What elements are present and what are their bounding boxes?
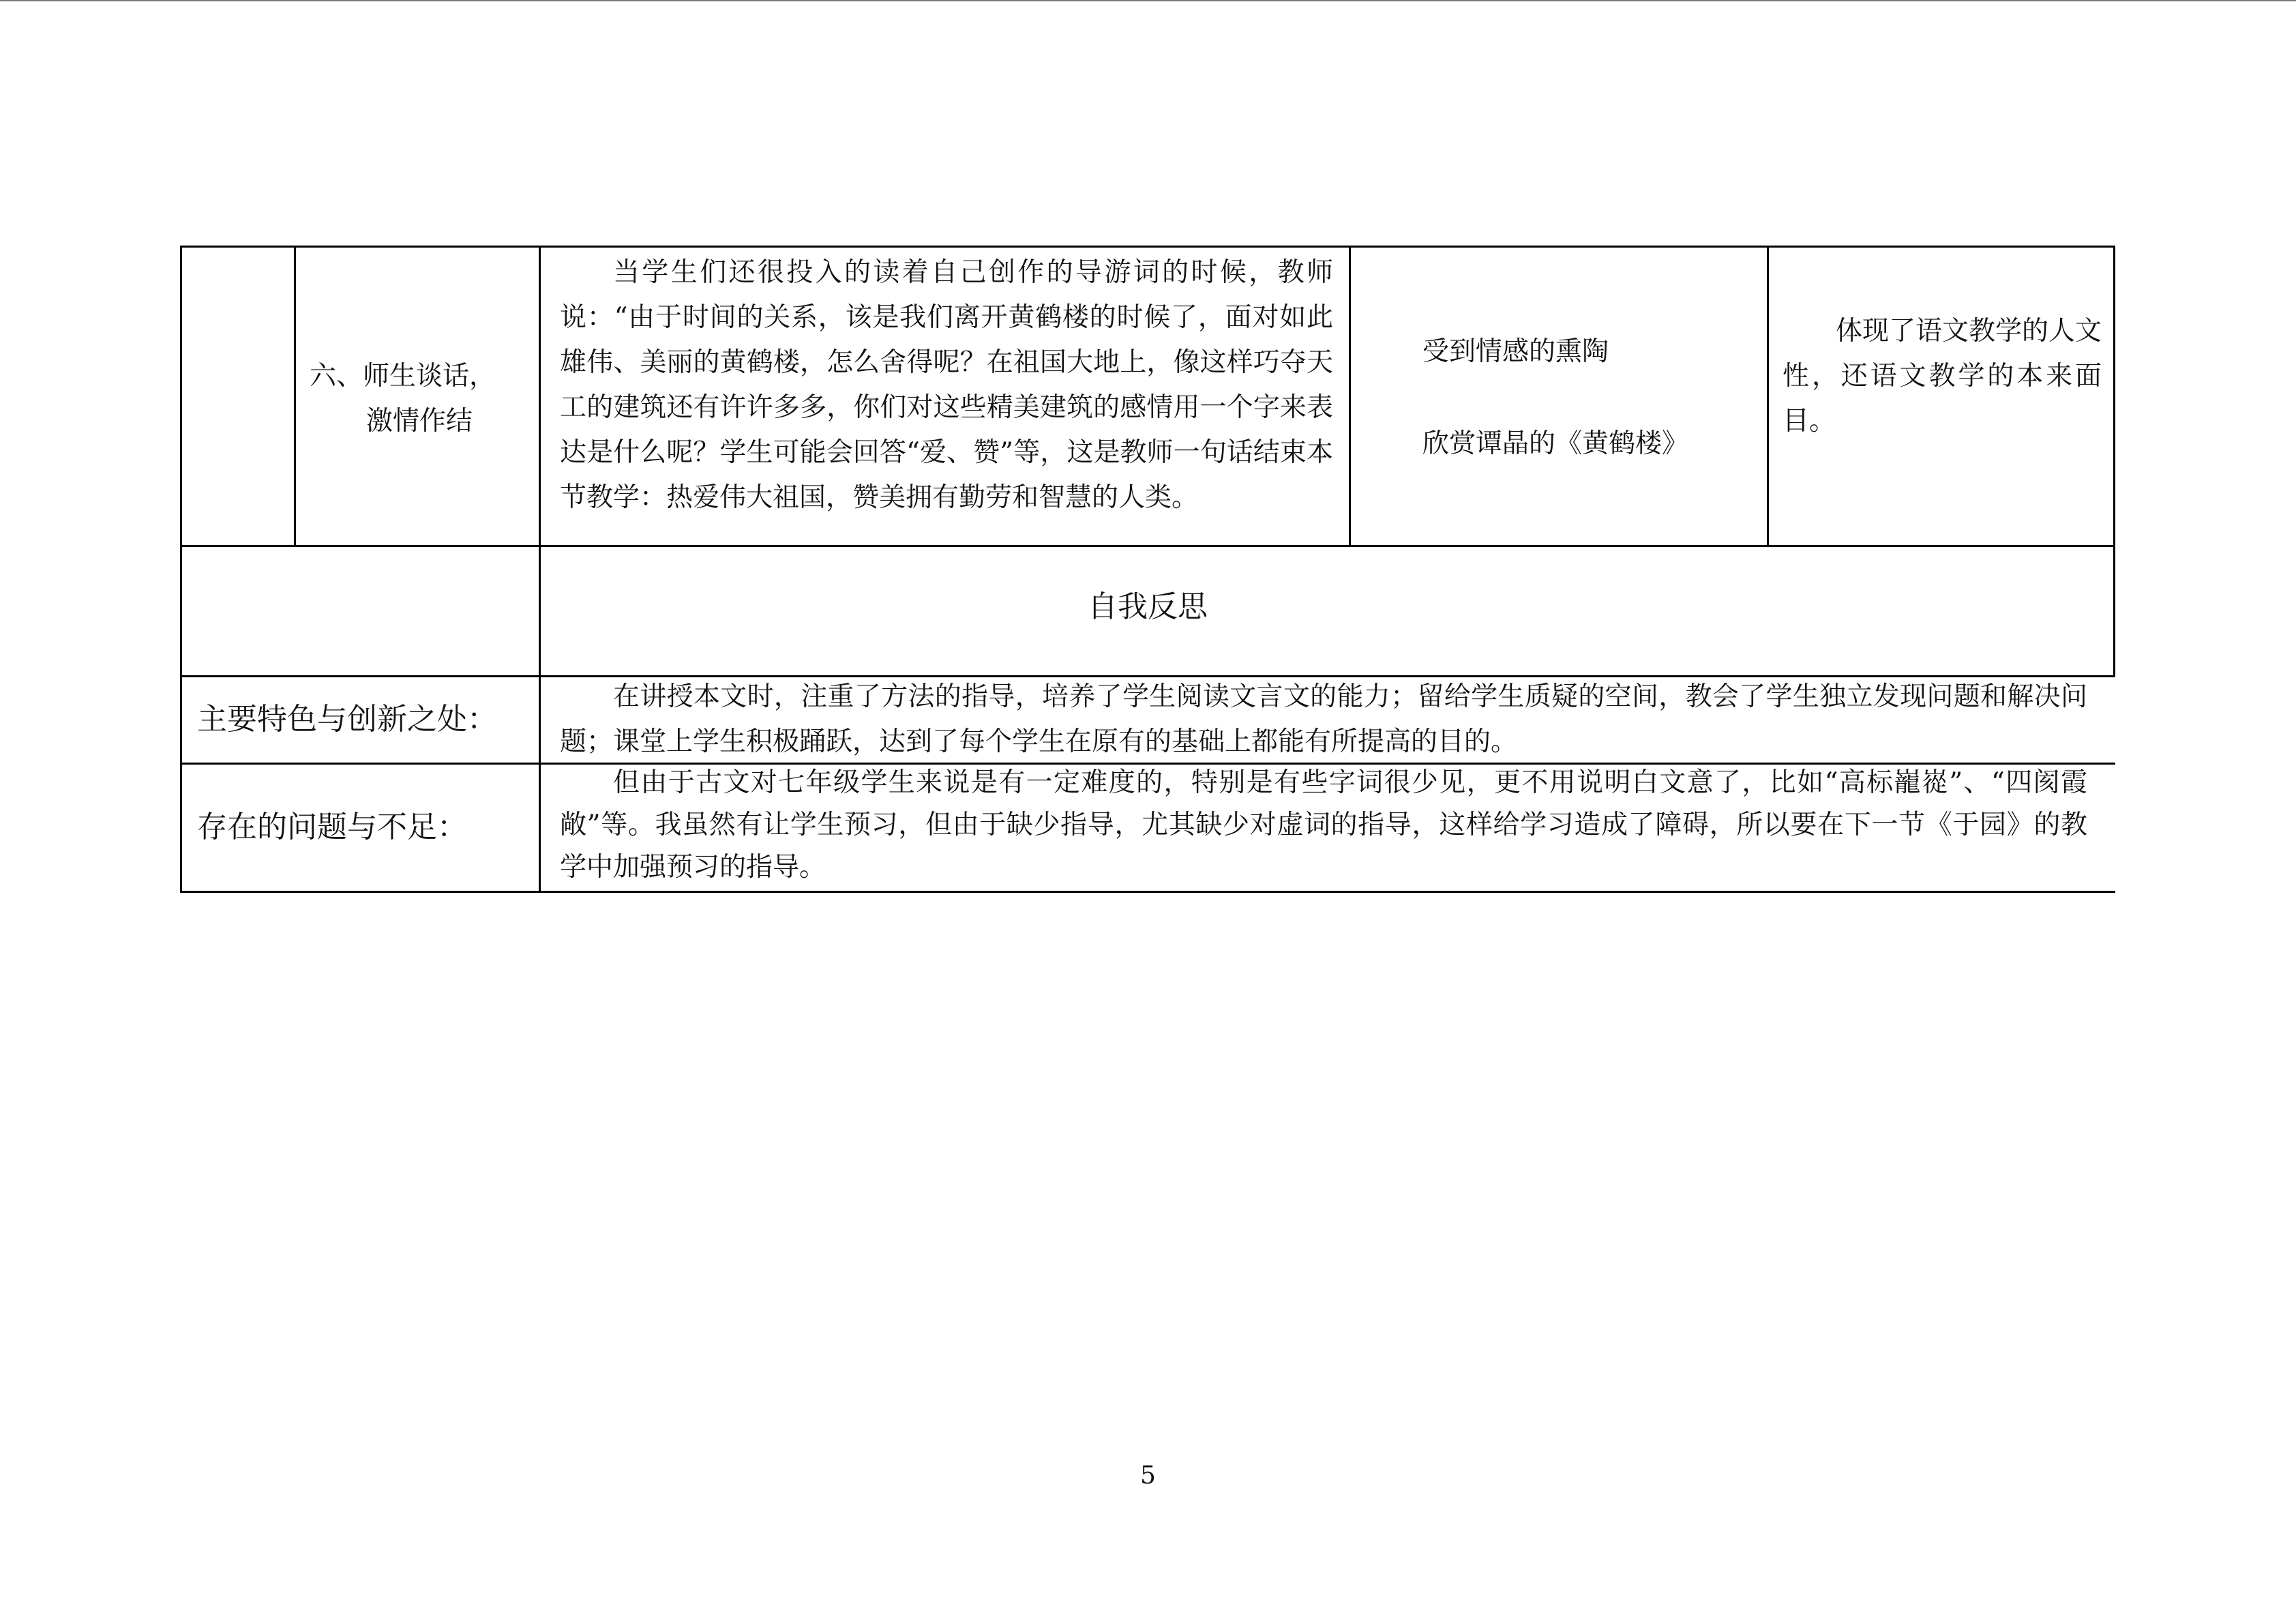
reflection-header: 自我反思 <box>1088 589 1208 624</box>
features-text-cell <box>541 677 2115 763</box>
step-title-line1: 六、师生谈话， <box>310 361 496 392</box>
page-number: 5 <box>1140 1462 1156 1490</box>
table-line-bottom <box>180 891 2115 893</box>
table-line-right <box>2113 246 2115 677</box>
features-label-cell <box>182 677 539 763</box>
problems-label: 存在的问题与不足： <box>197 810 467 844</box>
page-top-rule <box>0 0 2296 1</box>
student-cell <box>1351 248 1767 545</box>
design-intent-text: 体现了语文教学的人文性，还语文教学的本来面目。 <box>1783 316 2102 437</box>
problems-text-cell <box>541 765 2115 891</box>
reflection-header-cell <box>182 547 2113 675</box>
problems-label-cell <box>182 765 539 891</box>
problems-text: 但由于古文对七年级学生来说是有一定难度的，特别是有些字词很少见，更不用说明白文意了，比如“高标巃嵸”、“四阂霞敞”等。我虽然有让学生预习，但由于缺少指导，尤其缺少对虚词的指导，这样给学习造成了障碍，所以要在下一节《于园》的教学中加强预习的指导。 <box>560 767 2087 883</box>
step-cell <box>296 248 539 545</box>
features-label: 主要特色与创新之处： <box>197 702 497 737</box>
step-title-line2: 激情作结 <box>366 406 473 437</box>
student-activity-line1: 受到情感的熏陶 <box>1422 336 1609 367</box>
student-activity-line2: 欣赏谭晶的《黄鹤楼》 <box>1422 428 1689 459</box>
intent-cell <box>1769 248 2113 545</box>
activity-cell <box>541 248 1349 545</box>
activity-text: 当学生们还很投入的读着自己创作的导游词的时候，教师说：“由于时间的关系，该是我们离开黄鹤楼的时候了，面对如此雄伟、美丽的黄鹤楼，怎么舍得呢？在祖国大地上，像这样巧夺天工的建筑还有许许多多，你们对这些精美建筑的感情用一个字来表达是什么呢？学生可能会回答“爱、赞”等，这是教师一句话结束本节教学：热爱伟大祖国，赞美拥有勤劳和智慧的人类。 <box>560 257 1333 513</box>
features-text: 在讲授本文时，注重了方法的指导，培养了学生阅读文言文的能力；留给学生质疑的空间，教会了学生独立发现问题和解决问题；课堂上学生积极踊跃，达到了每个学生在原有的基础上都能有所提高的目的。 <box>560 681 2087 757</box>
